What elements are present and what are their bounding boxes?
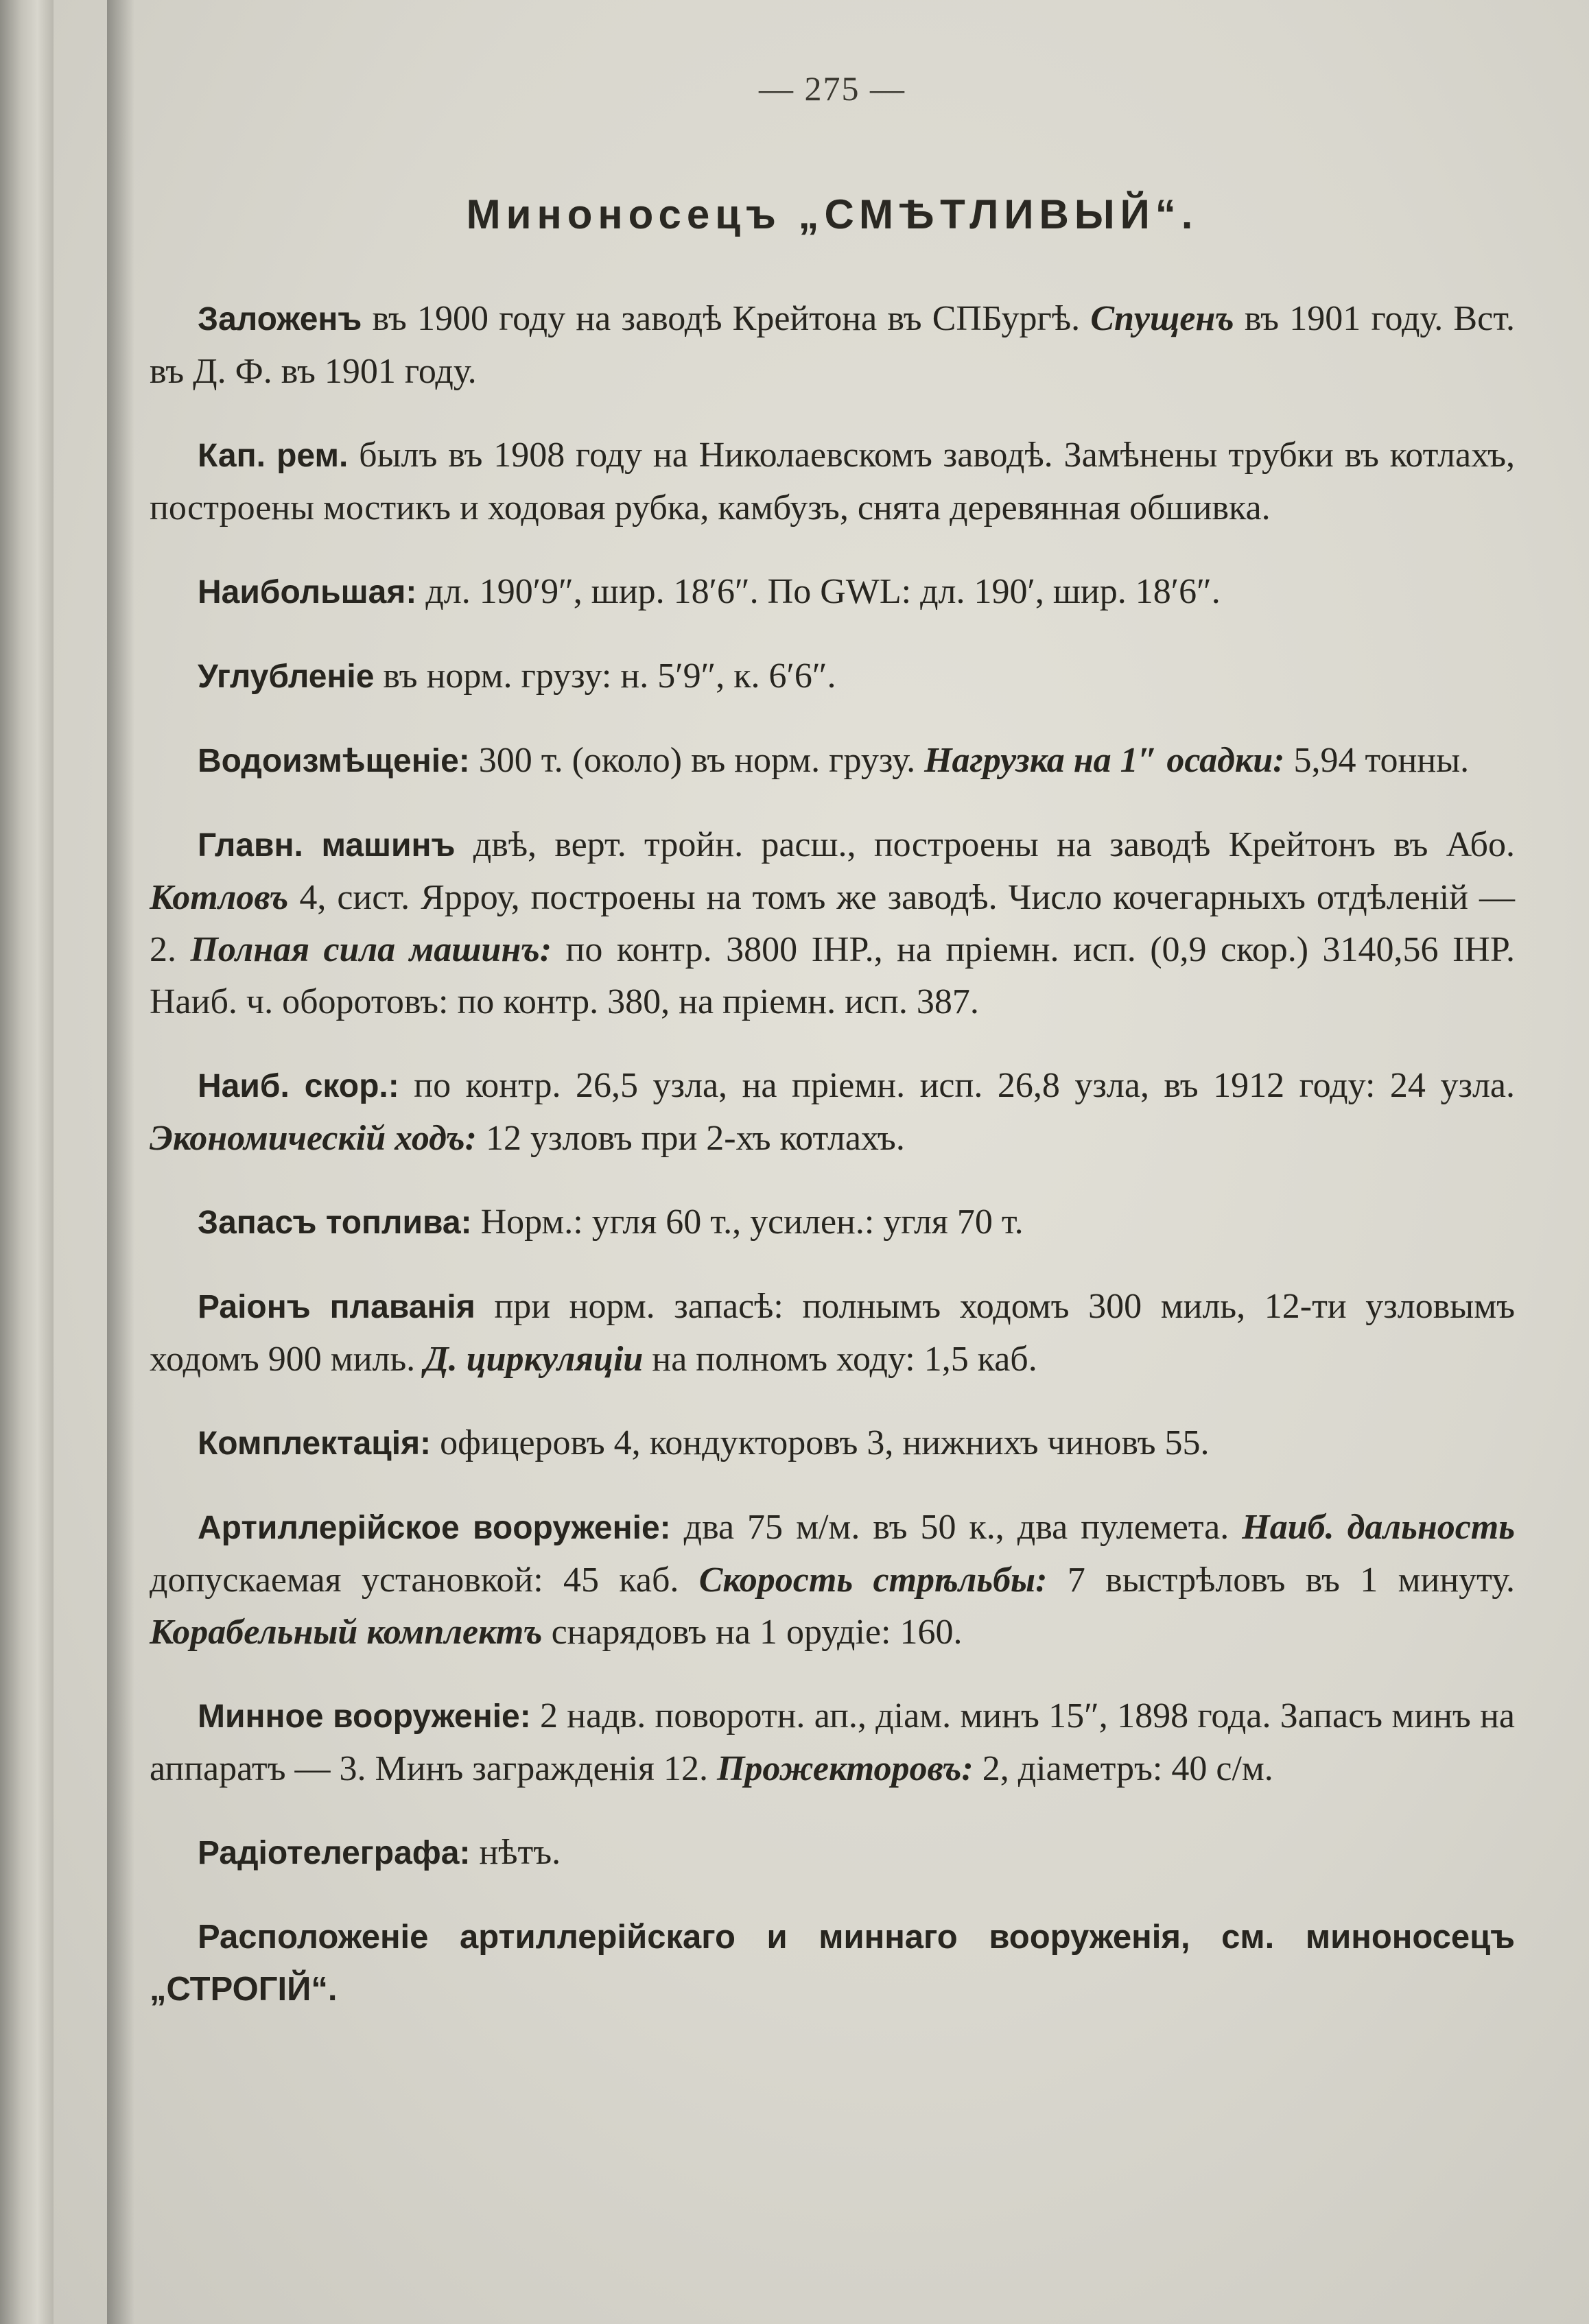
- paragraph-fuel: [150, 1196, 1515, 1249]
- paragraph-dimensions: [150, 566, 1515, 619]
- paragraph-artillery: [150, 1502, 1515, 1659]
- paragraph-displacement: [150, 735, 1515, 787]
- paragraph-arrangement: Расположеніе артиллерійскаго и миннаго вооруженія, см. миноносецъ „СТРОГІЙ“.: [150, 1919, 1515, 2008]
- paragraph-machinery: [150, 819, 1515, 1028]
- paragraph-text: дл. 190′9″, шир. 18′6″. По GWL: дл. 190′, шир. 18′6″.: [416, 572, 1221, 611]
- paragraph-text: Норм.: угля 60 т., усилен.: угля 70 т.: [471, 1202, 1024, 1242]
- paragraph-text: нѣтъ.: [470, 1833, 561, 1872]
- paragraph-label: Углубленіе: [198, 659, 375, 695]
- paragraph-text: 5,94 тонны.: [1284, 741, 1470, 780]
- gutter-shadow: [107, 0, 134, 2324]
- paragraph-label: Наиб. скор.:: [198, 1068, 399, 1104]
- paragraph-label: Наибольшая:: [198, 574, 417, 610]
- paragraph-label: Радіотелеграфа:: [198, 1835, 471, 1871]
- paragraph-text: двѣ, верт. тройн. расш., построены на заводѣ Крейтонъ въ Або.: [455, 825, 1516, 864]
- paragraph-text: по контр. 3800 IHP., на пріемн. исп. (0,9 скор.) 3140,56 IHP. Наиб. ч. оборотовъ: по контр. 380, на пріемн. исп. 387.: [150, 930, 1516, 1021]
- paragraph-complement: [150, 1417, 1515, 1470]
- paragraph-text: въ норм. грузу: н. 5′9″, к. 6′6″.: [374, 656, 836, 696]
- paragraph-label: Артиллерійское вооруженіе:: [198, 1510, 671, 1546]
- paragraph-text: былъ въ 1908 году на Николаевскомъ заводѣ. Замѣнены трубки въ котлахъ, построены мостикъ и ходовая рубка, камбузъ, снята деревянная обшивка.: [150, 436, 1515, 527]
- paragraph-text: при норм. запасѣ: полнымъ ходомъ 300 миль, 12-ти узловымъ ходомъ 900 миль.: [150, 1287, 1516, 1379]
- paragraph-text: по контр. 26,5 узла, на пріемн. исп. 26,8 узла, въ 1912 году: 24 узла.: [399, 1066, 1516, 1105]
- italic-term: Котловъ: [150, 878, 289, 917]
- paragraph-text: 2 надв. поворотн. ап., діам. минъ 15″, 1898 года. Запасъ минъ на аппаратъ — 3. Минъ загражденія 12.: [150, 1696, 1515, 1788]
- page-number: — 275 —: [759, 69, 906, 108]
- paragraph-torpedo: [150, 1690, 1515, 1795]
- paragraph-range: [150, 1281, 1515, 1386]
- paragraph-text: въ 1901 году. Вст. въ Д. Ф. въ 1901 году.: [150, 299, 1516, 391]
- book-left-edge: [0, 0, 54, 2324]
- italic-term: Корабельный комплектъ: [150, 1613, 543, 1652]
- paragraph-label: Минное вооруженіе:: [198, 1698, 531, 1735]
- paragraph-label: Запасъ топлива:: [198, 1205, 472, 1241]
- paragraph-label: Главн. машинъ: [198, 827, 456, 864]
- paragraph-text: допускаемая установкой: 45 каб.: [150, 1561, 699, 1600]
- italic-term: Нагрузка на 1″ осадки:: [924, 741, 1285, 780]
- italic-term: Полная сила машинъ:: [190, 930, 552, 969]
- paragraph-label: Раіонъ плаванія: [198, 1289, 475, 1325]
- paragraph-label: Комплектація:: [198, 1425, 432, 1462]
- italic-term: Наиб. дальность: [1242, 1508, 1515, 1547]
- paragraph-radio: [150, 1827, 1515, 1880]
- paragraph-text: въ 1900 году на заводѣ Крейтона въ СПБургѣ.: [362, 299, 1091, 338]
- paragraph-text: два 75 м/м. въ 50 к., два пулемета.: [670, 1508, 1243, 1547]
- italic-term: Прожекторовъ:: [716, 1749, 974, 1788]
- paragraph-text: офицеровъ 4, кондукторовъ 3, нижнихъ чиновъ 55.: [431, 1423, 1210, 1462]
- paragraph-label: Водоизмѣщеніе:: [198, 743, 470, 779]
- paragraph-text: на полномъ ходу: 1,5 каб.: [643, 1340, 1037, 1379]
- paragraph-draught: [150, 650, 1515, 703]
- paragraph-text: 7 выстрѣловъ въ 1 минуту.: [1047, 1561, 1515, 1600]
- paragraph-label: Кап. рем.: [198, 438, 349, 474]
- page-content: [150, 41, 1515, 2047]
- paragraph-laid-down: [150, 293, 1515, 398]
- italic-term: Д. циркуляціи: [424, 1340, 644, 1379]
- paragraph-text: 2, діаметръ: 40 с/м.: [973, 1749, 1273, 1788]
- document-page: [54, 0, 1589, 2324]
- paragraph-text: 300 т. (около) въ норм. грузу.: [469, 741, 925, 780]
- italic-term: Скорость стрѣльбы:: [698, 1561, 1048, 1600]
- italic-term: Экономическій ходъ:: [150, 1119, 477, 1158]
- paragraph-speed: [150, 1060, 1515, 1165]
- paragraph-text: 4, сист. Ярроу, построены на томъ же заводѣ. Число кочегарныхъ отдѣленій — 2.: [150, 878, 1515, 969]
- italic-term: Спущенъ: [1090, 299, 1234, 338]
- paragraph-label: Заложенъ: [198, 301, 362, 337]
- page-title: Миноносецъ „СМѢТЛИВЫЙ“.: [466, 191, 1199, 237]
- paragraph-text: 12 узловъ при 2-хъ котлахъ.: [477, 1119, 905, 1158]
- paragraph-text: снарядовъ на 1 орудіе: 160.: [542, 1613, 963, 1652]
- paragraph-overhaul: [150, 429, 1515, 534]
